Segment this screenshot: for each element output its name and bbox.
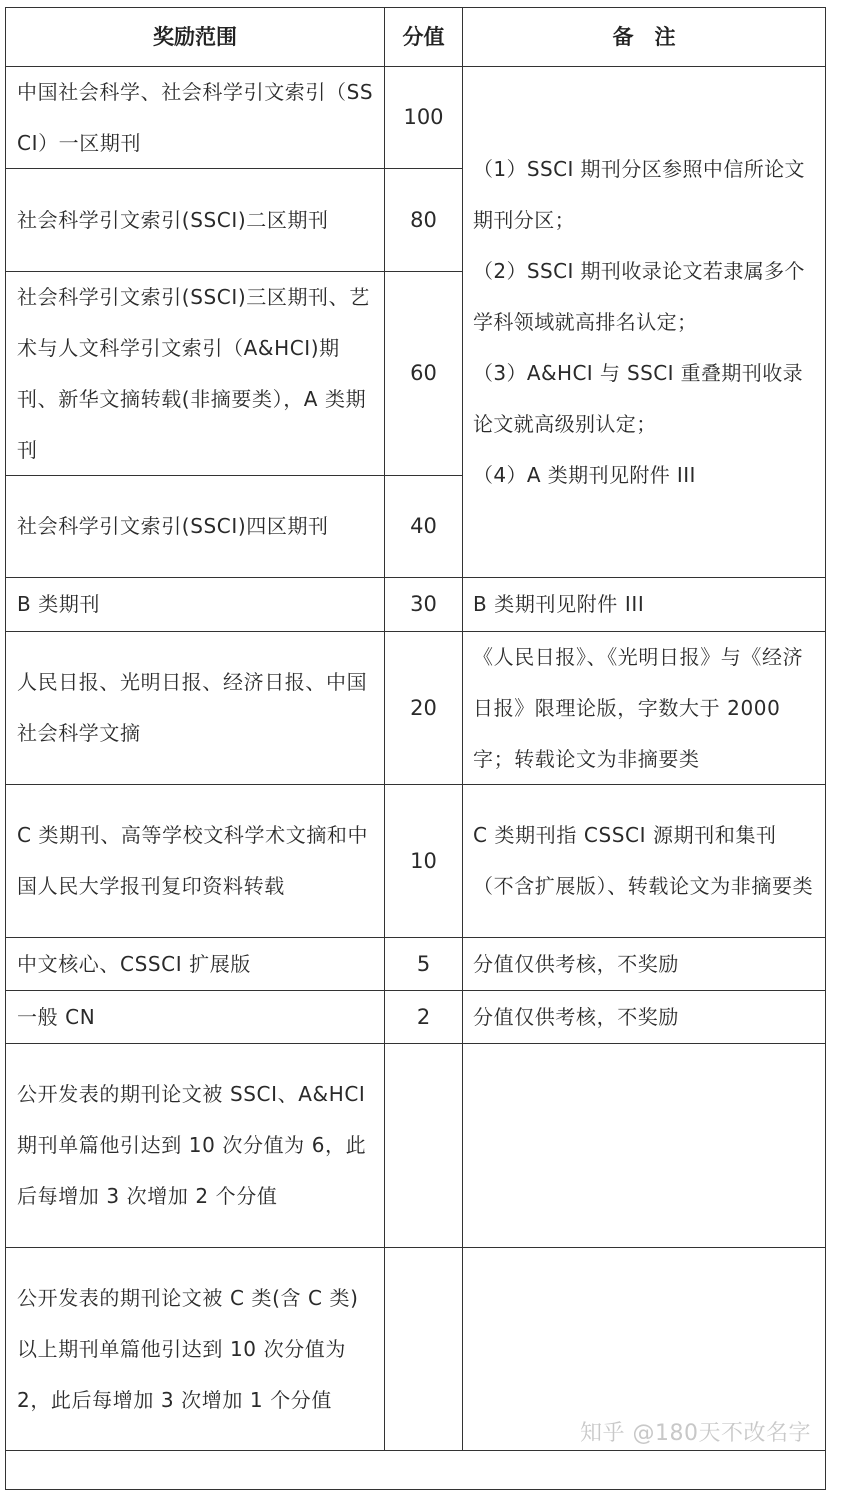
- score-value: 60: [410, 361, 437, 385]
- scope-text: C 类期刊、高等学校文科学术文摘和中国人民大学报刊复印资料转载: [17, 823, 369, 898]
- table-row-scope: [5, 66, 385, 169]
- header-score: [384, 7, 463, 67]
- scope-text: 公开发表的期刊论文被 SSCI、A&HCI 期刊单篇他引达到 10 次分值为 6，此后每增加 3 次增加 2 个分值: [17, 1082, 367, 1208]
- score-value: 2: [416, 1004, 431, 1029]
- scope-text: 社会科学引文索引(SSCI)四区期刊: [17, 514, 329, 538]
- table-row-score: [384, 168, 463, 272]
- header-scope-label: 奖励范围: [153, 24, 237, 49]
- remark-item: （4）A 类期刊见附件 III: [473, 462, 696, 487]
- table-row-score: [384, 66, 463, 169]
- table-row-score: [384, 577, 463, 632]
- score-value: 5: [416, 951, 431, 976]
- table-row-scope: [5, 1043, 385, 1248]
- table-row-score: [384, 784, 463, 938]
- scope-text: 中文核心、CSSCI 扩展版: [17, 951, 251, 976]
- table-row-score: [384, 271, 463, 476]
- table-row-scope: [5, 1247, 385, 1451]
- watermark: 知乎 @180天不改名字: [580, 1421, 811, 1446]
- remark-item: （2）SSCI 期刊收录论文若隶属多个学科领域就高排名认定；: [473, 258, 805, 334]
- score-value: 100: [403, 105, 444, 129]
- table-row-remarks: [462, 577, 826, 632]
- table-row-scope: [5, 168, 385, 272]
- table-row-score: [384, 475, 463, 578]
- table-row-partial: [5, 1450, 826, 1490]
- remarks-text: C 类期刊指 CSSCI 源期刊和集刊（不含扩展版）、转载论文为非摘要类: [473, 823, 814, 898]
- table-row-scope: [5, 475, 385, 578]
- header-remarks: [462, 7, 826, 67]
- remarks-text: 《人民日报》、《光明日报》与《经济日报》限理论版，字数大于 2000 字；转载论文为非摘要类: [473, 644, 804, 771]
- header-remarks-label: 备 注: [612, 24, 676, 49]
- scope-text: 人民日报、光明日报、经济日报、中国社会科学文摘: [17, 670, 368, 745]
- table-row-remarks: [462, 1043, 826, 1248]
- merged-remarks-cell: [462, 66, 826, 578]
- table-row-score: [384, 937, 463, 991]
- remarks-text: 分值仅供考核，不奖励: [473, 1004, 679, 1029]
- score-value: 20: [410, 695, 437, 720]
- table-row-remarks: [462, 990, 826, 1044]
- remark-item: （1）SSCI 期刊分区参照中信所论文期刊分区；: [473, 156, 805, 232]
- header-scope: [5, 7, 385, 67]
- table-row-remarks: [462, 784, 826, 938]
- table-row-score: [384, 631, 463, 785]
- table-row-scope: [5, 990, 385, 1044]
- remarks-text: 分值仅供考核，不奖励: [473, 951, 679, 976]
- table-row-score: [384, 990, 463, 1044]
- table-row-scope: [5, 271, 385, 476]
- table-row-scope: [5, 784, 385, 938]
- remark-item: （3）A&HCI 与 SSCI 重叠期刊收录论文就高级别认定；: [473, 360, 804, 436]
- table-row-score: [384, 1247, 463, 1451]
- table-row-score: [384, 1043, 463, 1248]
- table-row-scope: [5, 631, 385, 785]
- header-score-label: 分值: [402, 24, 445, 49]
- table-row-scope: [5, 577, 385, 632]
- table-row-remarks: [462, 937, 826, 991]
- scope-text: 一般 CN: [17, 1004, 96, 1029]
- remarks-text: B 类期刊见附件 III: [473, 592, 645, 616]
- scope-text: 公开发表的期刊论文被 C 类(含 C 类)以上期刊单篇他引达到 10 次分值为 2，此后每增加 3 次增加 1 个分值: [17, 1285, 359, 1412]
- table-row-remarks: [462, 631, 826, 785]
- score-value: 40: [410, 514, 437, 538]
- score-value: 30: [410, 592, 437, 616]
- scope-text: 社会科学引文索引(SSCI)三区期刊、艺术与人文科学引文索引（A&HCI)期刊、新华文摘转载(非摘要类），A 类期刊: [17, 284, 370, 462]
- score-value: 80: [410, 207, 437, 232]
- scope-text: B 类期刊: [17, 592, 101, 616]
- score-value: 10: [410, 848, 437, 873]
- scope-text: 社会科学引文索引(SSCI)二区期刊: [17, 207, 329, 232]
- table-row-scope: [5, 937, 385, 991]
- remarks-list: [463, 144, 825, 501]
- scope-text: 中国社会科学、社会科学引文索引（SSCI）一区期刊: [17, 79, 374, 155]
